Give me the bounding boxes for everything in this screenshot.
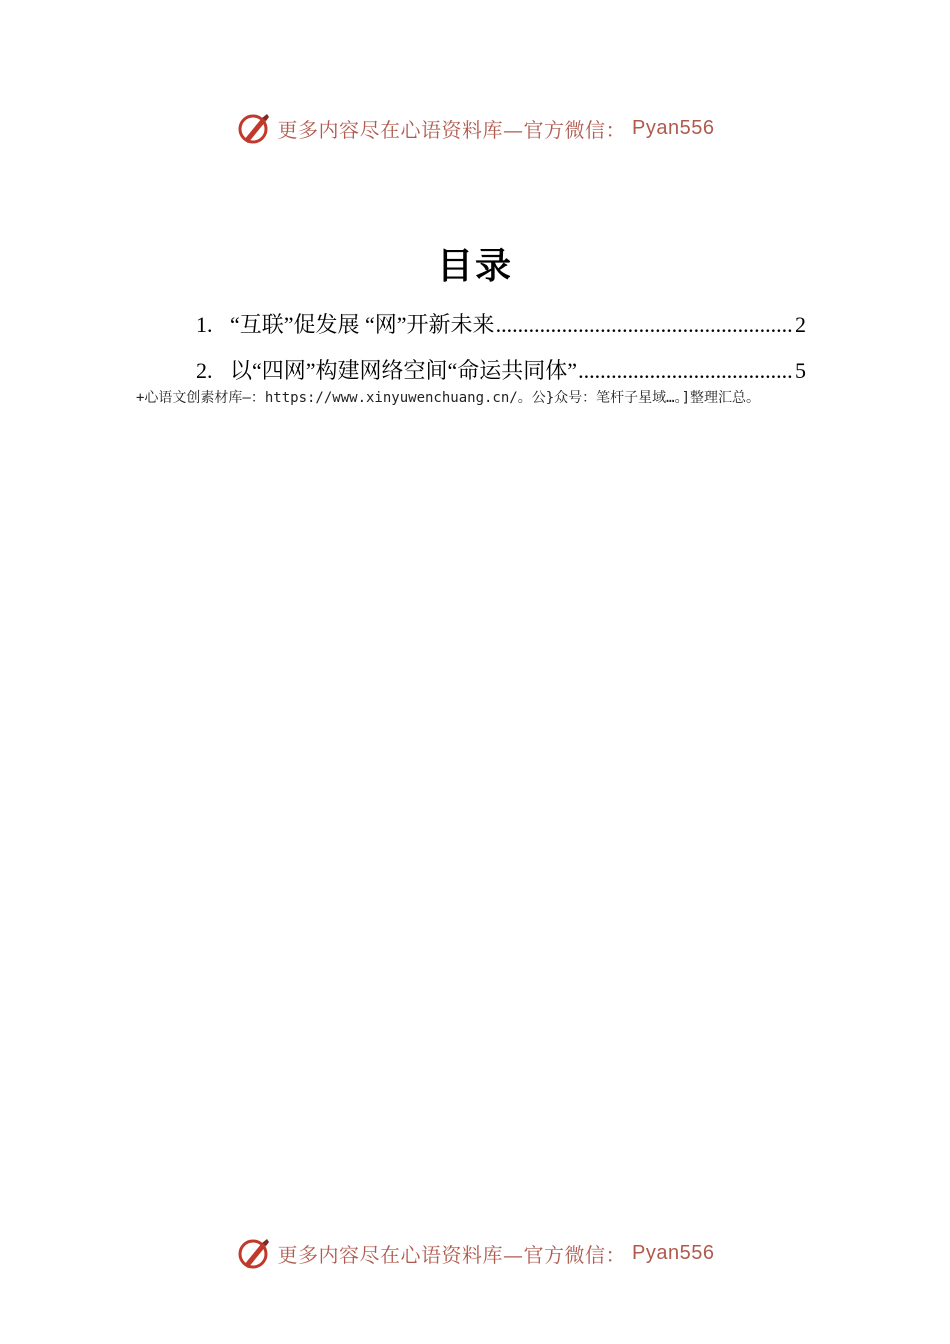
toc-title: 目录 — [436, 246, 513, 287]
header-banner-handle: Pyan556 — [632, 116, 715, 139]
toc-entry-title: “互联”促发展 “网”开新未来 — [230, 312, 495, 337]
toc-entry-page: 5 — [795, 358, 806, 383]
pen-logo-icon — [236, 110, 272, 146]
toc-entry-title: 以“四网”构建网络空间“命运共同体” — [230, 358, 578, 383]
toc-entry-page: 2 — [795, 312, 806, 337]
toc-leader-dots — [496, 312, 794, 338]
pen-logo-icon — [236, 1235, 272, 1271]
toc-entry-number: 1. — [196, 312, 213, 337]
source-note: +心语文创素材库—：https://www.xinyuwenchuang.cn/。公}众号：笔杆子星域…。]整理汇总。 — [136, 390, 761, 406]
header-banner — [0, 106, 950, 150]
footer-banner-handle: Pyan556 — [632, 1241, 715, 1264]
footer-banner-text: 更多内容尽在心语资料库—官方微信： — [277, 1242, 627, 1267]
toc-leader-dots — [578, 358, 794, 384]
header-banner-text: 更多内容尽在心语资料库—官方微信： — [277, 117, 627, 142]
toc-entry[interactable] — [196, 308, 806, 354]
toc-list — [196, 308, 806, 400]
footer-banner — [0, 1231, 950, 1275]
toc-entry-number: 2. — [196, 358, 213, 383]
